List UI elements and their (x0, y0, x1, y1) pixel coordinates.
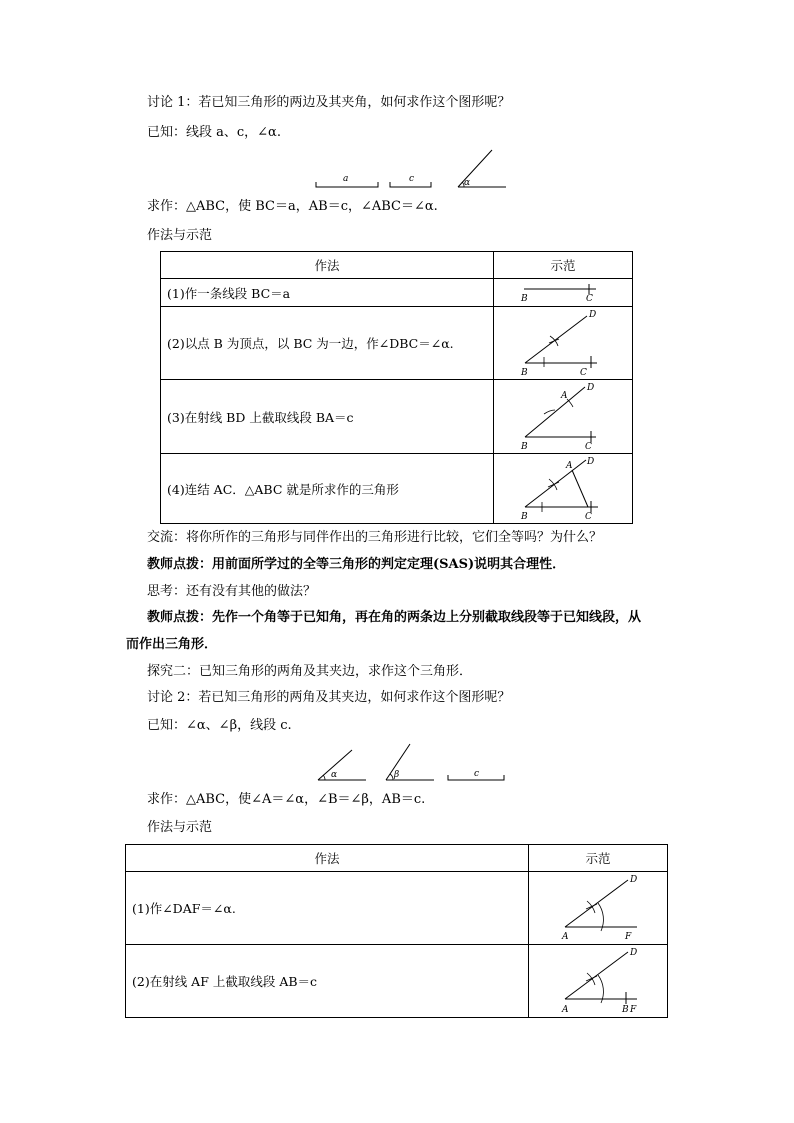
discussion2-given: 已知：∠α、∠β，线段 c. (147, 718, 292, 733)
table2-header-method: 作法 (126, 845, 529, 872)
table2-header-demo: 示范 (529, 845, 668, 872)
teacher-tip-1: 教师点拨：用前面所学过的全等三角形的判定定理(SAS)说明其合理性． (147, 557, 566, 572)
label-B: B (622, 1004, 629, 1015)
teacher-tip-2-line2: 而作出三角形． (126, 637, 218, 652)
label-A: A (562, 931, 569, 942)
teacher-tip-2-line1: 教师点拨：先作一个角等于已知角，再在角的两条边上分别截取线段等于已知线段，从 (147, 610, 642, 625)
discussion2-method-heading: 作法与示范 (147, 820, 213, 835)
think-text: 思考：还有没有其他的做法？ (147, 584, 317, 599)
table1-row4-figure (494, 454, 633, 524)
segment-c-label: c (474, 769, 480, 779)
label-A: A (566, 460, 573, 471)
label-D: D (587, 456, 595, 467)
label-A: A (562, 1004, 569, 1015)
discussion1-required: 求作：△ABC，使 BC＝a，AB＝c，∠ABC＝∠α. (147, 199, 438, 214)
label-D: D (587, 382, 595, 393)
angle-alpha-label: α (331, 770, 338, 780)
label-C: C (580, 367, 587, 378)
construction-table-1 (160, 251, 633, 524)
label-B: B (521, 293, 528, 304)
given-figure-2 (312, 740, 512, 786)
label-F: F (630, 1004, 637, 1015)
angle-beta-label: β (394, 770, 400, 780)
table2-row2-text: (2)在射线 AF 上截取线段 AB＝c (126, 945, 529, 1018)
segment-a-label: a (343, 174, 349, 184)
label-F: F (625, 931, 632, 942)
table1-header-demo: 示范 (494, 252, 633, 279)
segment-c-label: c (409, 174, 415, 184)
label-B: B (521, 511, 528, 522)
table2-row1-figure (529, 872, 668, 945)
construction-table-2 (125, 844, 668, 1018)
label-D: D (589, 309, 597, 320)
table1-row2-figure (494, 307, 633, 380)
explore2-text: 探究二：已知三角形的两角及其夹边，求作这个三角形． (147, 664, 473, 679)
discussion2-required: 求作：△ABC，使∠A＝∠α，∠B＝∠β，AB＝c. (147, 792, 426, 807)
given-figure-1 (310, 145, 510, 191)
label-D: D (630, 947, 638, 958)
label-B: B (521, 367, 528, 378)
discussion1-method-heading: 作法与示范 (147, 228, 213, 243)
label-A: A (561, 390, 568, 401)
label-C: C (585, 441, 592, 452)
table1-row3-text: (3)在射线 BD 上截取线段 BA＝c (161, 380, 494, 454)
table1-row3-figure (494, 380, 633, 454)
table1-row2-text: (2)以点 B 为顶点，以 BC 为一边，作∠DBC＝∠α. (161, 307, 494, 380)
table1-row1-figure (494, 279, 633, 307)
discussion1-given: 已知：线段 a、c，∠α. (147, 125, 281, 140)
table1-row1-text: (1)作一条线段 BC＝a (161, 279, 494, 307)
angle-alpha (318, 750, 366, 780)
table1-row4-text: (4)连结 AC．△ABC 就是所求作的三角形 (161, 454, 494, 524)
table2-row1-text: (1)作∠DAF＝∠α. (126, 872, 529, 945)
label-C: C (585, 511, 592, 522)
label-B: B (521, 441, 528, 452)
exchange-text: 交流：将你所作的三角形与同伴作出的三角形进行比较，它们全等吗？为什么？ (147, 530, 603, 545)
table1-header-method: 作法 (161, 252, 494, 279)
discussion1-title: 讨论 1：若已知三角形的两边及其夹角，如何求作这个图形呢？ (147, 95, 511, 110)
angle-alpha-label: α (464, 178, 471, 188)
label-D: D (630, 874, 638, 885)
label-C: C (586, 293, 593, 304)
table2-row2-figure (529, 945, 668, 1018)
discussion2-title: 讨论 2：若已知三角形的两角及其夹边，如何求作这个图形呢？ (147, 690, 511, 705)
